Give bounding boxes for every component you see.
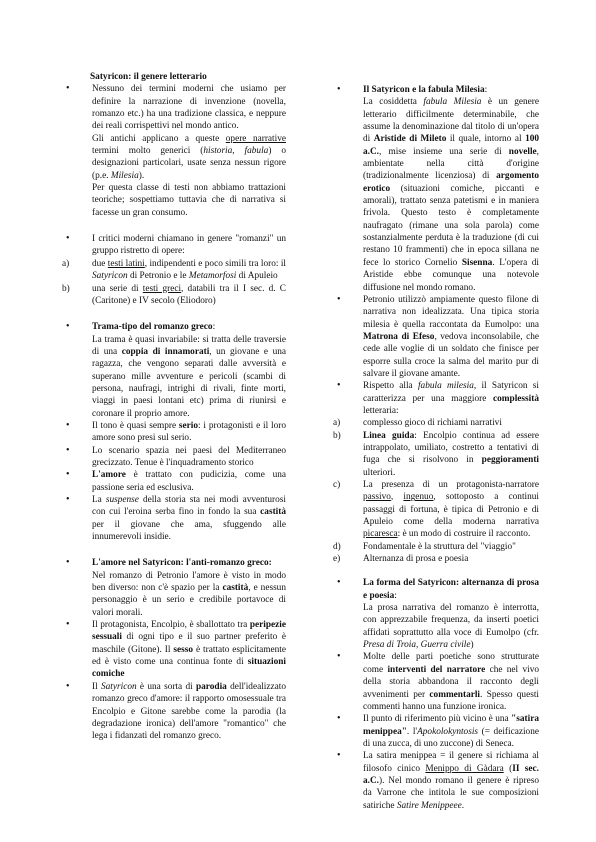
section-title-genere: Satyricon: il genere letterario xyxy=(90,72,207,82)
text: che nel vivo della storia abbandona il racconto degli avvenimenti per xyxy=(363,664,539,700)
text: L'amore xyxy=(92,470,126,481)
text: . l' xyxy=(406,726,418,737)
text: ). xyxy=(138,170,145,181)
paragraph xyxy=(363,84,539,96)
text: castità xyxy=(222,583,249,594)
text: fabula milesia xyxy=(417,381,474,392)
text: : xyxy=(394,590,397,601)
paragraph xyxy=(92,494,286,543)
text: (= deificazione di una zucca, di uno zuccone) di Seneca. xyxy=(363,726,539,749)
text: ( xyxy=(503,763,513,774)
bullet-parti-poetiche xyxy=(333,651,539,713)
text: dell'idealizzato romanzo greco d'amore: il rapporto omosessuale tra Encolpio e Gitone sarebbe come la parodia (la degradazione ironica) dell'amore "romantico" che lega i fidanzati del romanzo greco. xyxy=(92,681,286,742)
text: "satira menippea" xyxy=(363,714,539,737)
paragraph xyxy=(92,258,286,283)
text: . Spesso questi commenti hanno una funzione ironica. xyxy=(363,689,539,712)
text: Il tono è quasi sempre xyxy=(92,420,179,431)
text: una serie di xyxy=(92,283,143,294)
text: Satyricon xyxy=(92,271,128,282)
text: : xyxy=(212,322,216,333)
text: Il protagonista, Encolpio, è sballottato tra xyxy=(92,620,250,631)
paragraph xyxy=(363,602,539,651)
text: testi greci xyxy=(142,283,182,294)
text: letteraria: xyxy=(363,405,399,416)
text: (situazioni comiche, piccanti e amorali), trattato senza patetismi e in maniera frivola. Questo testo è completamente naufragato (rimane una sola parola) come sostanzialmente perduta è la traduzione (di cui restano 10 frammenti) che in epoca sillana ne fece lo storico Cornelio xyxy=(363,183,539,268)
text: Gli antichi applicano a queste xyxy=(92,133,226,144)
paragraph xyxy=(363,380,539,417)
text: La cosiddetta xyxy=(363,97,424,108)
bullet-anti-romanzo xyxy=(62,557,286,619)
text: Aristide di Mileto xyxy=(373,134,447,145)
text: commentarli xyxy=(429,689,481,700)
bullet-suspense xyxy=(62,494,286,543)
bullet-satira-menippea xyxy=(333,713,539,750)
text: Linea guida xyxy=(363,430,415,441)
text: di Petronio e le xyxy=(127,271,189,282)
bullet-fabula-milesia xyxy=(333,84,539,96)
text: due xyxy=(92,258,108,269)
text: , un giovane e una ragazza, che vengono separati dalle avversità e superano mille avventure e pericoli (scambi di persona, naufragi, intrighi di rivali, finte morti, viaggi in paesi lontani etc) prima di riunirsi e coronare il proprio amore. xyxy=(92,346,286,419)
text: Molte delle parti poetiche sono strutturate come xyxy=(363,652,539,675)
text: , indipendenti e poco simili tra loro: il xyxy=(144,258,286,269)
text: Metamorfosi xyxy=(188,271,237,282)
text: ingenuo xyxy=(403,492,434,503)
paragraph xyxy=(92,283,286,308)
paragraph: complesso gioco di richiami narrativi xyxy=(363,418,502,429)
text: parodia xyxy=(195,681,227,692)
paragraph: Fondamentale è la struttura del "viaggio" xyxy=(363,541,516,552)
text: fabula xyxy=(244,146,269,157)
paragraph xyxy=(92,469,286,494)
text: situazioni comiche xyxy=(92,657,286,680)
text: ulteriori. xyxy=(363,467,396,478)
bullet-parodia xyxy=(62,681,286,743)
paragraph xyxy=(92,570,286,619)
text: , databili tra il I sec. d. C (Caritone) e IV secolo (Eliodoro) xyxy=(92,283,286,306)
paragraph xyxy=(92,334,286,420)
text: historia xyxy=(203,146,233,157)
paragraph xyxy=(363,750,539,812)
paragraph xyxy=(92,133,286,182)
text: è una sorta di xyxy=(136,681,196,692)
text: Milesia xyxy=(110,170,139,181)
list-item-c xyxy=(333,479,539,541)
list-label: a) xyxy=(62,258,70,269)
bullet-heading: Il Satyricon e la fabula Milesia xyxy=(363,85,485,95)
text: La trama è quasi invariabile: si tratta delle traversie di una xyxy=(92,334,286,357)
text: complessità xyxy=(493,393,539,404)
bullet-petronio-filone xyxy=(333,294,539,380)
paragraph xyxy=(363,294,539,380)
text: ) xyxy=(470,640,474,651)
bullet-heading: Trama-tipo del romanzo greco xyxy=(92,322,213,333)
text: : è un modo di costruire il racconto. xyxy=(397,529,531,540)
text: serio xyxy=(178,420,199,431)
list-item-a xyxy=(333,417,539,429)
text: termini molto generici ( xyxy=(92,146,204,157)
text: , vedova inconsolabile, che cede alle voglie di un soldato che finisce per esporre sulla croce la salma del marito pur di salvare il giovane amante. xyxy=(363,331,539,379)
text: La prosa narrativa del romanzo è interrotta, con apprezzabile frequenza, da inserti poetici affidati soprattutto alla voce di Eumolpo (cfr. xyxy=(363,603,539,638)
bullet-heading: • L'amore nel Satyricon: l'anti-romanzo greco: xyxy=(92,558,272,569)
list-label: c) xyxy=(333,480,341,490)
text: coppia di innamorati xyxy=(121,346,210,357)
text: 100 a.C. xyxy=(363,134,540,157)
text: della storia sta nei modi avventurosi con cui l'eroina serba fino in fondo la sua xyxy=(92,495,286,518)
list-label: e) xyxy=(333,554,341,565)
text: Presa di Troia, Guerra civile xyxy=(363,640,471,651)
paragraph xyxy=(363,96,539,294)
text: di ogni tipo e il suo partner preferito è maschile (Gitone). Il xyxy=(92,632,286,655)
text: castità xyxy=(260,507,286,518)
text: II sec. a.C. xyxy=(363,763,539,786)
text: il quale, intorno al xyxy=(446,134,526,145)
text: , mise insieme una serie di xyxy=(379,146,509,157)
text: interventi del narratore xyxy=(387,664,486,675)
text: ) o designazioni particolari, usate senza nessun rigore (p.e. xyxy=(92,146,286,181)
paragraph xyxy=(363,713,539,750)
text: testi latini xyxy=(107,258,145,269)
text: argomento erotico xyxy=(363,171,539,194)
text: Matrona di Efeso xyxy=(363,331,435,342)
text: di Apuleio xyxy=(236,271,278,282)
paragraph xyxy=(363,651,539,713)
paragraph: • Nessuno dei termini moderni che usiamo per definire la narrazione di invenzione (novella, romanzo etc.) ha una tradizione classica, e neppure dei reali corrispettivi nel mondo antico. xyxy=(92,84,286,132)
text: peripezie sessuali xyxy=(92,620,286,643)
paragraph xyxy=(92,619,286,681)
text: Il punto di riferimento più vicino è una xyxy=(363,714,512,725)
text: : xyxy=(484,85,488,95)
list-item-d xyxy=(333,541,539,553)
text: Nel romanzo di Petronio l'amore è visto in modo ben diverso: non c'è spazio per la xyxy=(92,570,286,594)
paragraph xyxy=(92,321,286,333)
paragraph xyxy=(363,479,539,541)
bullet-forma-satyricon xyxy=(333,577,539,651)
paragraph xyxy=(363,577,539,602)
paragraph: Alternanza di prosa e poesia xyxy=(363,554,469,565)
text: , ambientate nella città d'origine (tradizionalmente licenziosa) di xyxy=(363,146,539,182)
text: picaresca xyxy=(363,529,398,540)
text: Petronio utilizzò ampiamente questo filone di narrativa non idealizzata. Una tipica storia milesia è quella raccontata da Eumolpo: una xyxy=(363,294,539,330)
text: Rispetto alla xyxy=(363,381,418,392)
text: Satyricon xyxy=(100,681,137,692)
bullet-protagonista xyxy=(62,619,286,681)
bullet-scenario xyxy=(62,445,286,470)
text: passivo xyxy=(363,492,391,503)
list-item-b xyxy=(333,430,539,479)
right-column xyxy=(333,84,539,812)
text: suspense xyxy=(105,495,139,505)
text: è trattato esplicitamente ed è visto come una continua fonte di xyxy=(92,644,286,668)
text: novelle xyxy=(508,146,537,157)
text: La presenza di un protagonista-narratore xyxy=(363,480,539,490)
text: , xyxy=(390,492,404,503)
text: Satire Menippeee xyxy=(396,800,462,811)
left-column xyxy=(62,71,286,743)
paragraph xyxy=(363,430,539,479)
bullet-amore xyxy=(62,469,286,494)
text: è trattato con pudicizia, come una passione seria ed esclusiva. xyxy=(92,470,286,493)
text: , il Satyricon si caratterizza per una maggiore xyxy=(363,381,539,404)
bullet-termini-moderni xyxy=(62,83,286,219)
text: , e nessun personaggio è un serio e credibile portavoce di valori morali. xyxy=(92,583,286,618)
list-item-a xyxy=(62,258,286,283)
paragraph xyxy=(92,420,286,445)
list-label: b) xyxy=(333,430,341,441)
text: è un genere letterario difficilmente determinabile, che assume la denominazione dal titolo di un'opera di xyxy=(363,97,539,145)
text: fabula Milesia xyxy=(423,97,482,108)
text: Il xyxy=(92,681,101,692)
text: . L'opera di Aristide ebbe comunque una notevole diffusione nel mondo romano. xyxy=(363,257,539,293)
text: ). Nel mondo romano il genere è ripreso da Varrone che intitola le sue composizioni satiriche xyxy=(363,775,539,811)
list-label: a) xyxy=(333,418,341,429)
text: sesso xyxy=(173,644,194,655)
list-label: d) xyxy=(333,541,341,552)
text: La xyxy=(92,495,106,505)
bullet-complessita xyxy=(333,380,539,417)
text: Apokolokyntosis xyxy=(417,726,479,737)
paragraph: • I critici moderni chiamano in genere "romanzi" un gruppo ristretto di opere: xyxy=(92,234,286,257)
bullet-trama-tipo xyxy=(62,321,286,420)
text: : Encolpio continua ad essere intrappolato, umiliato, costretto a tentativi di fuga che si risolvono in xyxy=(363,430,539,466)
bullet-heading: La forma del Satyricon: alternanza di prosa e poesia xyxy=(363,578,539,601)
bullet-menippo xyxy=(333,750,539,812)
text: , xyxy=(232,146,245,157)
list-item-b xyxy=(62,283,286,308)
list-item-e xyxy=(333,553,539,565)
paragraph: • Lo scenario spazia nei paesi del Mediterraneo grecizzato. Tenue è l'inquadramento storico xyxy=(92,445,286,468)
text: Menippo di Gàdara xyxy=(425,763,504,774)
paragraph: Per questa classe di testi non abbiamo trattazioni teoriche; sospettiamo tuttavia che di narrativa si facesse un gran consumo. xyxy=(92,183,286,218)
bullet-critici-moderni xyxy=(62,233,286,258)
list-label: b) xyxy=(62,283,70,294)
text: . xyxy=(461,800,465,811)
text: : i protagonisti e il loro amore sono presi sul serio. xyxy=(92,420,286,444)
paragraph xyxy=(92,681,286,743)
text: peggioramenti xyxy=(481,455,539,466)
bullet-tono xyxy=(62,420,286,445)
text: opere narrative xyxy=(225,133,286,144)
text: La satira menippea = il genere si richiama al filosofo cinico xyxy=(363,751,539,774)
text: Sisenna xyxy=(461,257,493,268)
text: per il giovane che ama, sfuggendo alle innumerevoli insidie. xyxy=(92,519,286,543)
text: , sottoposto a continui passaggi di fortuna, è tipica di Petronio e di Apuleio come della moderna narrativa xyxy=(363,492,539,528)
milesia-body xyxy=(333,96,539,294)
